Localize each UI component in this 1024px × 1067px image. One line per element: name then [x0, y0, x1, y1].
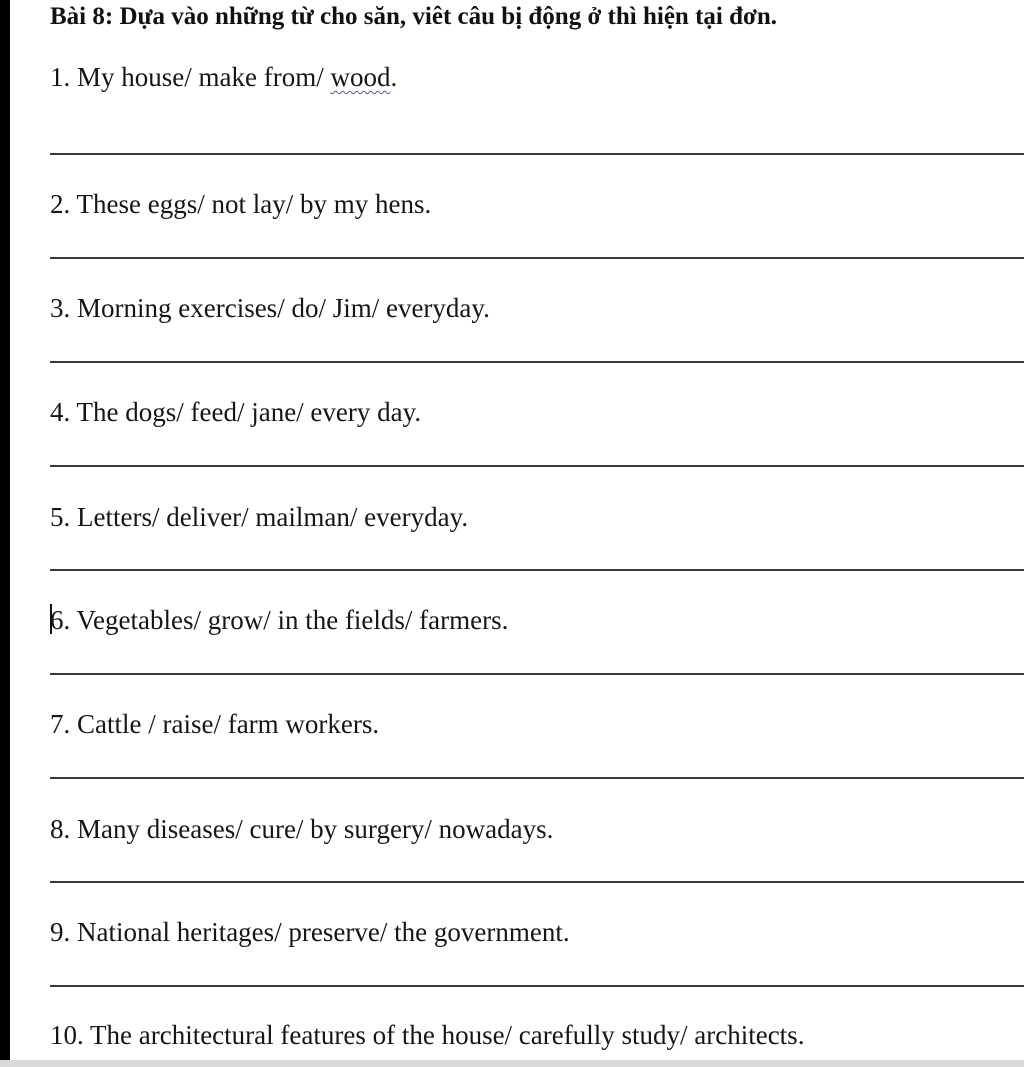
answer-line-5 — [50, 569, 1024, 571]
exercise-item-4: 4. The dogs/ feed/ jane/ every day. — [50, 397, 422, 427]
exercise-item-3: 3. Morning exercises/ do/ Jim/ everyday. — [50, 293, 490, 323]
exercise-item-2: 2. These eggs/ not lay/ by my hens. — [50, 189, 432, 219]
spellcheck-flagged-word[interactable]: wood — [330, 62, 391, 92]
answer-line-6 — [50, 673, 1024, 675]
answer-line-3 — [50, 361, 1024, 363]
exercise-item-9: 9. National heritages/ preserve/ the government. — [50, 917, 570, 947]
answer-line-9 — [50, 985, 1024, 987]
answer-line-8 — [50, 881, 1024, 883]
item-1-end: . — [390, 62, 398, 92]
exercise-heading: Bài 8: Dựa vào những từ cho săn, viêt câu bị động ở thì hiện tại đơn. — [50, 3, 777, 30]
document-page[interactable] — [10, 0, 1024, 1060]
exercise-item-1 — [50, 59, 397, 95]
item-1-text: 1. My house/ make from/ — [50, 62, 331, 92]
window-edge — [0, 0, 10, 1067]
exercise-item-5: 5. Letters/ deliver/ mailman/ everyday. — [50, 502, 469, 532]
answer-line-7 — [50, 777, 1024, 779]
exercise-item-8: 8. Many diseases/ cure/ by surgery/ nowadays. — [50, 814, 554, 844]
answer-line-1 — [50, 153, 1024, 155]
answer-line-4 — [50, 465, 1024, 467]
exercise-item-10: 10. The architectural features of the house/ carefully study/ architects. — [50, 1020, 805, 1050]
page-bottom-edge — [0, 1060, 1024, 1067]
item-6-text: 6. Vegetables/ grow/ in the fields/ farmers. — [50, 605, 509, 635]
exercise-item-7: 7. Cattle / raise/ farm workers. — [50, 709, 380, 739]
answer-line-2 — [50, 257, 1024, 259]
exercise-item-6 — [50, 602, 508, 638]
